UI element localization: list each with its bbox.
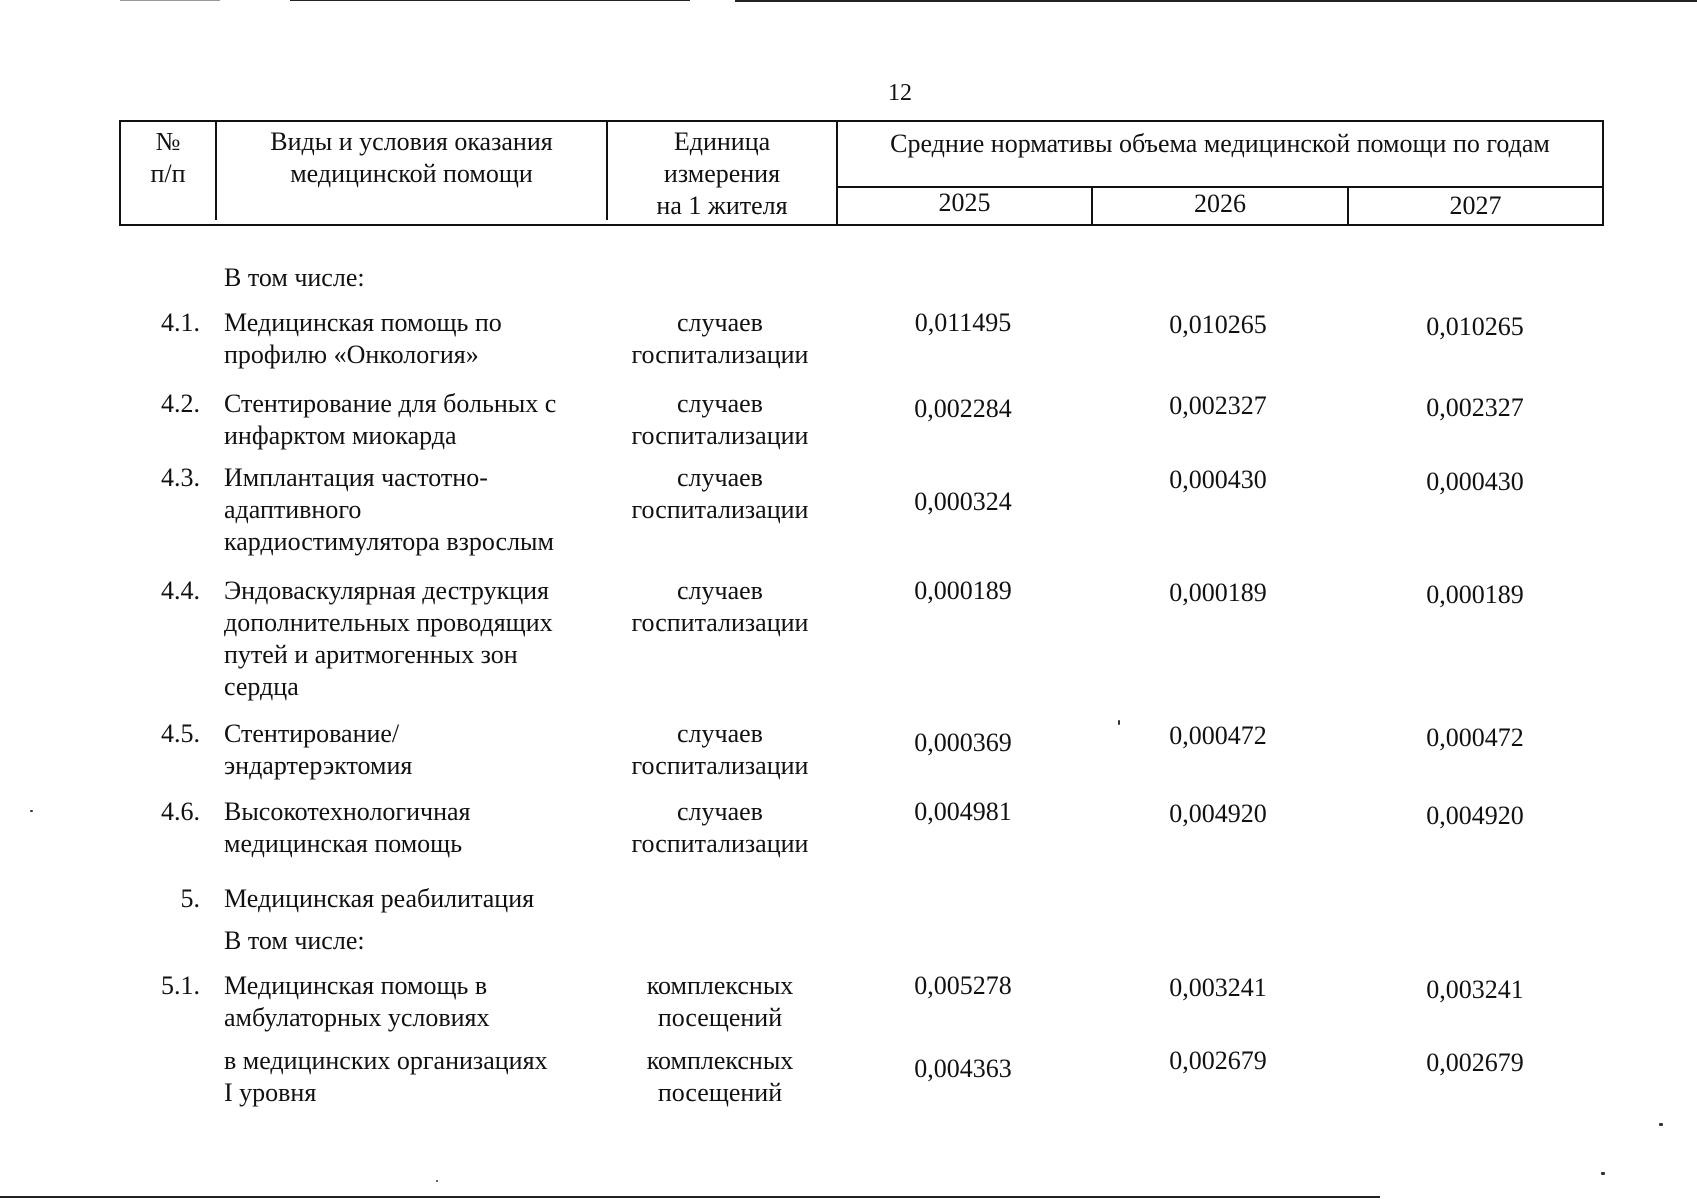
scan-top-line-mid — [290, 0, 690, 1]
value-2027: 0,000472 — [1426, 723, 1524, 752]
row-number: 4.6. — [161, 797, 200, 826]
header-col-norms: Средние нормативы объема медицинской помощи по годам — [890, 129, 1550, 158]
row-unit: случаев госпитализации — [631, 389, 809, 450]
row-name: Стентирование для больных с инфарктом миокарда — [224, 389, 557, 450]
value-2026: 0,003241 — [1169, 973, 1267, 1002]
row-number: 4.1. — [161, 308, 200, 337]
value-2027: 0,002679 — [1426, 1048, 1524, 1077]
value-2026: 0,000189 — [1169, 578, 1267, 607]
row-name: Медицинская помощь в амбулаторных условиях — [224, 971, 490, 1032]
value-2027: 0,000430 — [1426, 467, 1524, 496]
value-2025: 0,000324 — [914, 487, 1012, 516]
row-name: Высокотехнологичная медицинская помощь — [224, 797, 471, 858]
row-unit: случаев госпитализации — [631, 463, 809, 524]
value-2025: 0,005278 — [914, 971, 1012, 1000]
header-col-type: Виды и условия оказания медицинской помощи — [270, 127, 553, 188]
row-number: 4.3. — [161, 463, 200, 492]
scan-bottom-line — [0, 1196, 1380, 1198]
value-2025: 0,002284 — [914, 394, 1012, 423]
value-2027: 0,003241 — [1426, 975, 1524, 1004]
header-year-2026: 2026 — [1194, 189, 1246, 218]
scan-speck — [1659, 1123, 1663, 1126]
row-name: Эндоваскулярная деструкция дополнительных проводящих путей и аритмогенных зон сердца — [224, 576, 553, 701]
row-number: 5. — [180, 884, 200, 913]
row-unit: случаев госпитализации — [631, 797, 809, 858]
value-2026: 0,010265 — [1169, 310, 1267, 339]
row-name: в медицинских организациях I уровня — [224, 1046, 548, 1107]
header-year-2027: 2027 — [1449, 191, 1502, 220]
row-unit: случаев госпитализации — [631, 719, 809, 780]
value-2025: 0,004981 — [914, 797, 1012, 826]
row-name: В том числе: — [224, 926, 365, 955]
value-2025: 0,011495 — [914, 308, 1012, 337]
value-2026: 0,000472 — [1169, 721, 1267, 750]
value-2026: 0,000430 — [1169, 465, 1267, 494]
row-number: 4.2. — [161, 389, 200, 418]
value-2025: 0,000189 — [914, 576, 1012, 605]
value-2027: 0,010265 — [1426, 312, 1524, 341]
value-2027: 0,002327 — [1426, 393, 1524, 422]
value-2026: 0,004920 — [1169, 799, 1267, 828]
row-unit: комплексных посещений — [646, 1046, 794, 1107]
row-unit: случаев госпитализации — [631, 308, 809, 369]
row-number: 4.4. — [161, 576, 200, 605]
row-unit: комплексных посещений — [646, 971, 794, 1032]
value-2027: 0,004920 — [1426, 801, 1524, 830]
row-unit: случаев госпитализации — [631, 576, 809, 637]
value-2025: 0,004363 — [914, 1054, 1012, 1083]
page-number: 12 — [888, 80, 912, 106]
row-name: Стентирование/ эндартерэктомия — [224, 719, 413, 780]
row-name: Имплантация частотно- адаптивного кардиостимулятора взрослым — [224, 463, 554, 556]
scan-top-line-right — [735, 0, 1697, 2]
scan-speck — [30, 810, 33, 812]
value-2026: 0,002327 — [1169, 391, 1267, 420]
value-2026: 0,002679 — [1169, 1046, 1267, 1075]
row-number: 4.5. — [161, 719, 200, 748]
header-year-2025: 2025 — [938, 188, 991, 217]
row-name: Медицинская помощь по профилю «Онкология» — [224, 308, 502, 369]
value-2025: 0,000369 — [914, 728, 1012, 757]
scan-top-line-left — [120, 0, 220, 1]
header-col-num: № п/п — [150, 127, 186, 188]
row-number: 5.1. — [161, 971, 200, 1000]
value-2027: 0,000189 — [1426, 580, 1524, 609]
row-name: Медицинская реабилитация — [224, 884, 535, 913]
scan-speck — [1118, 720, 1120, 725]
row-name: В том числе: — [224, 263, 365, 292]
header-col-unit: Единица измерения на 1 жителя — [656, 127, 788, 220]
scan-speck — [436, 1180, 438, 1182]
scan-speck — [1601, 1172, 1605, 1175]
